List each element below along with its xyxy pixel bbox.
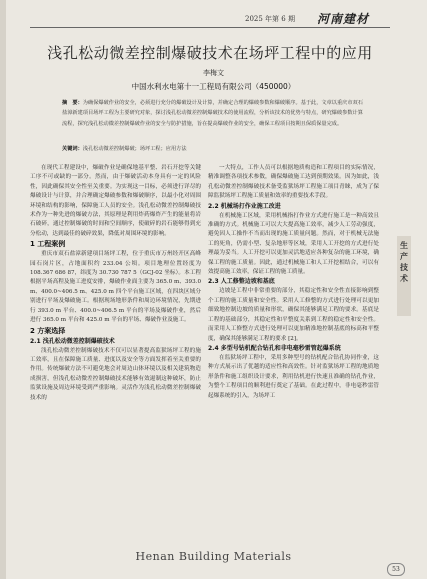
article-affiliation: 中国水利水电第十一工程局有限公司（450000） bbox=[131, 82, 296, 91]
body-paragraph: 在监狱场坪工程中，采用多种型号的钻机配合钻孔协同作业，这种方式展示出了优越的适应性和高效性。针对监狱场坪工程的地质地形条件和施工组织设计要求，利用钻机进行快速且准确的钻孔作业，为整个工程项目的顺利进行奠定了基础。在此过程中，非电毫秒雷管起爆系统的引入，为场坪工 bbox=[208, 354, 379, 399]
section-heading: 2.3 人工修整边坡和基底 bbox=[208, 278, 275, 286]
body-paragraph: 浅孔松动微差控制爆破技术不仅可以显著提高监狱场坪工程的施工效率，且在保障施工质量、进度以及安全等方面发挥着至关重要的作用。传统爆破方法不可避免地会对周边山体环境以及相关建筑物造成损害，但浅孔松动微差控制爆破技术能够有效遏制这种破坏，防止监狱设施及周边环境受到严重影响。灵活作为浅孔松动微差控制爆破技术的 bbox=[30, 347, 201, 401]
header-rule bbox=[30, 27, 390, 28]
section-heading: 2.1 浅孔松动微差控制爆破技术 bbox=[30, 337, 115, 345]
page-number: 53 bbox=[387, 563, 405, 576]
abstract-label: 摘 要： bbox=[62, 100, 83, 106]
body-paragraph: 在现代工程建设中，爆破作业是确保地基平整、岩石开挖等关键工序不可或缺的一部分。然而，由于爆破活动本身具有一定的风险性，因此确保其安全性至关重要。为实现这一目标，必须进行详尽的爆破设计与计算，并合理确定爆破参数和爆破顺序，以最小化对周围环境和结构的影响，保障施工人员的安全。浅孔松动微差控制爆破技术作为一种先进的爆破方法，其原理是利用炸药爆炸产生的能量将岩石破碎，通过控制爆破的时间和空间顺序，使破碎的岩石能够得到充分松动，达到最佳的破碎效果，降低对周围环境的影响。 bbox=[30, 165, 201, 237]
keywords-text: 浅孔松动微差控制爆破；场坪工程；应用方法 bbox=[82, 146, 187, 152]
section-heading: 2.2 机械场打作业施工改进 bbox=[208, 202, 281, 210]
section-heading: 2 方案选择 bbox=[30, 326, 66, 335]
left-column bbox=[30, 164, 201, 403]
body-paragraph: 边坡是工程中非常重要的部分，其稳定性和安全性直接影响到整个工程的施工质量和安全性。采用人工修整的方式进行处理可以更加细致地控制边坡的质量和形状，确保其能够满足工程的要求。基底是工程的基础部分，其稳定性和平整度关系到工程的稳定性和安全性。而采用人工修整方式进行处理可以更加精准地控制基底的标高和平整度，确保其能够满足工程的要求 [2]。 bbox=[208, 288, 379, 342]
section-heading: 2.4 多型号钻机配合钻孔和非电毫秒雷管起爆系统 bbox=[208, 344, 341, 352]
section-heading: 1 工程案例 bbox=[30, 240, 66, 249]
footer-journal-name: Henan Building Materials bbox=[135, 550, 292, 563]
keywords bbox=[62, 145, 367, 152]
journal-name: 河南建材 bbox=[317, 12, 370, 26]
article-author: 李梅文 bbox=[203, 69, 224, 77]
article-title: 浅孔松动微差控制爆破技术在场坪工程中的应用 bbox=[47, 44, 373, 62]
body-paragraph: 重庆市双石盐漳新建项目场坪工程，位于重庆市万州经开区高峰园石岗片区，占地面积约 233.04 公顷。项目地理位置经度为 108.367 686 87，纬度为 30.730 787 5（GCJ-02 坐标）。本工程根据平场高程及施工进度安排，爆破作业面主要为 365.0 m、393.0 m、400.0~406.5 m、425.0 m 四个平台施工区域，在四块区域分别进行平场及爆破施工。根据现场地形条件和周边环境情况，先期进行 393.0 m 平台、400.0~406.5 m 平台的平场及爆破作业，然后进行 365.0 m 平台和 425.0 m 平台的平场、爆破作业及施工。 bbox=[30, 251, 201, 324]
abstract bbox=[62, 98, 367, 129]
right-column bbox=[208, 164, 379, 401]
abstract-text: 为确保爆破作业的安全，必须进行充分的爆破设计及计算，并确定合理的爆破参数和爆破顺序。基于此，文章以重庆市双石盐漳新建项目场坪工程为主要研究对象，探讨浅孔松动微差控制爆破技术的使用流程，分析该技术的优势与特点，研究爆破参数计算流程，探究浅孔松动微差控制爆破作业的安全与防护措施，旨在提高爆破作业的安全，确保工程项目按期且保质保量完成。 bbox=[62, 100, 363, 127]
section-tab-label: 生产技术 bbox=[400, 241, 408, 283]
issue-label: 2025 年第 6 期 bbox=[245, 15, 295, 23]
keywords-label: 关键词： bbox=[62, 146, 83, 152]
body-paragraph: 在机械施工区域，采用机械指打作业方式进行施工是一种高效且准确的方式。机械施工可以大大提高施工效率，减少人工劳动强度，避免因人工操作不当而出现的施工质量问题。然而，对于机械无法施工的死角，仍需小型、复杂地形等区域，采用人工开挖的方式进行处理最为妥当。人工开挖可以更加灵活地适应各种复杂的施工环境，确保工程的施工质量。因此，通过机械施工和人工开挖相结合，可以有效提高施工效率，保证工程的施工质量。 bbox=[208, 212, 379, 276]
body-paragraph: 一大特点，工作人员可以根据地质构造和工程项目的实际情况，精准调整各项技术参数，确保爆破施工达到预期效果。因为如此，浅孔松动微差控制爆破技术备受监狱场坪工程施工项目青睐，成为了保障监狱场坪工程施工质量和效率的重要技术手段。 bbox=[208, 165, 379, 200]
